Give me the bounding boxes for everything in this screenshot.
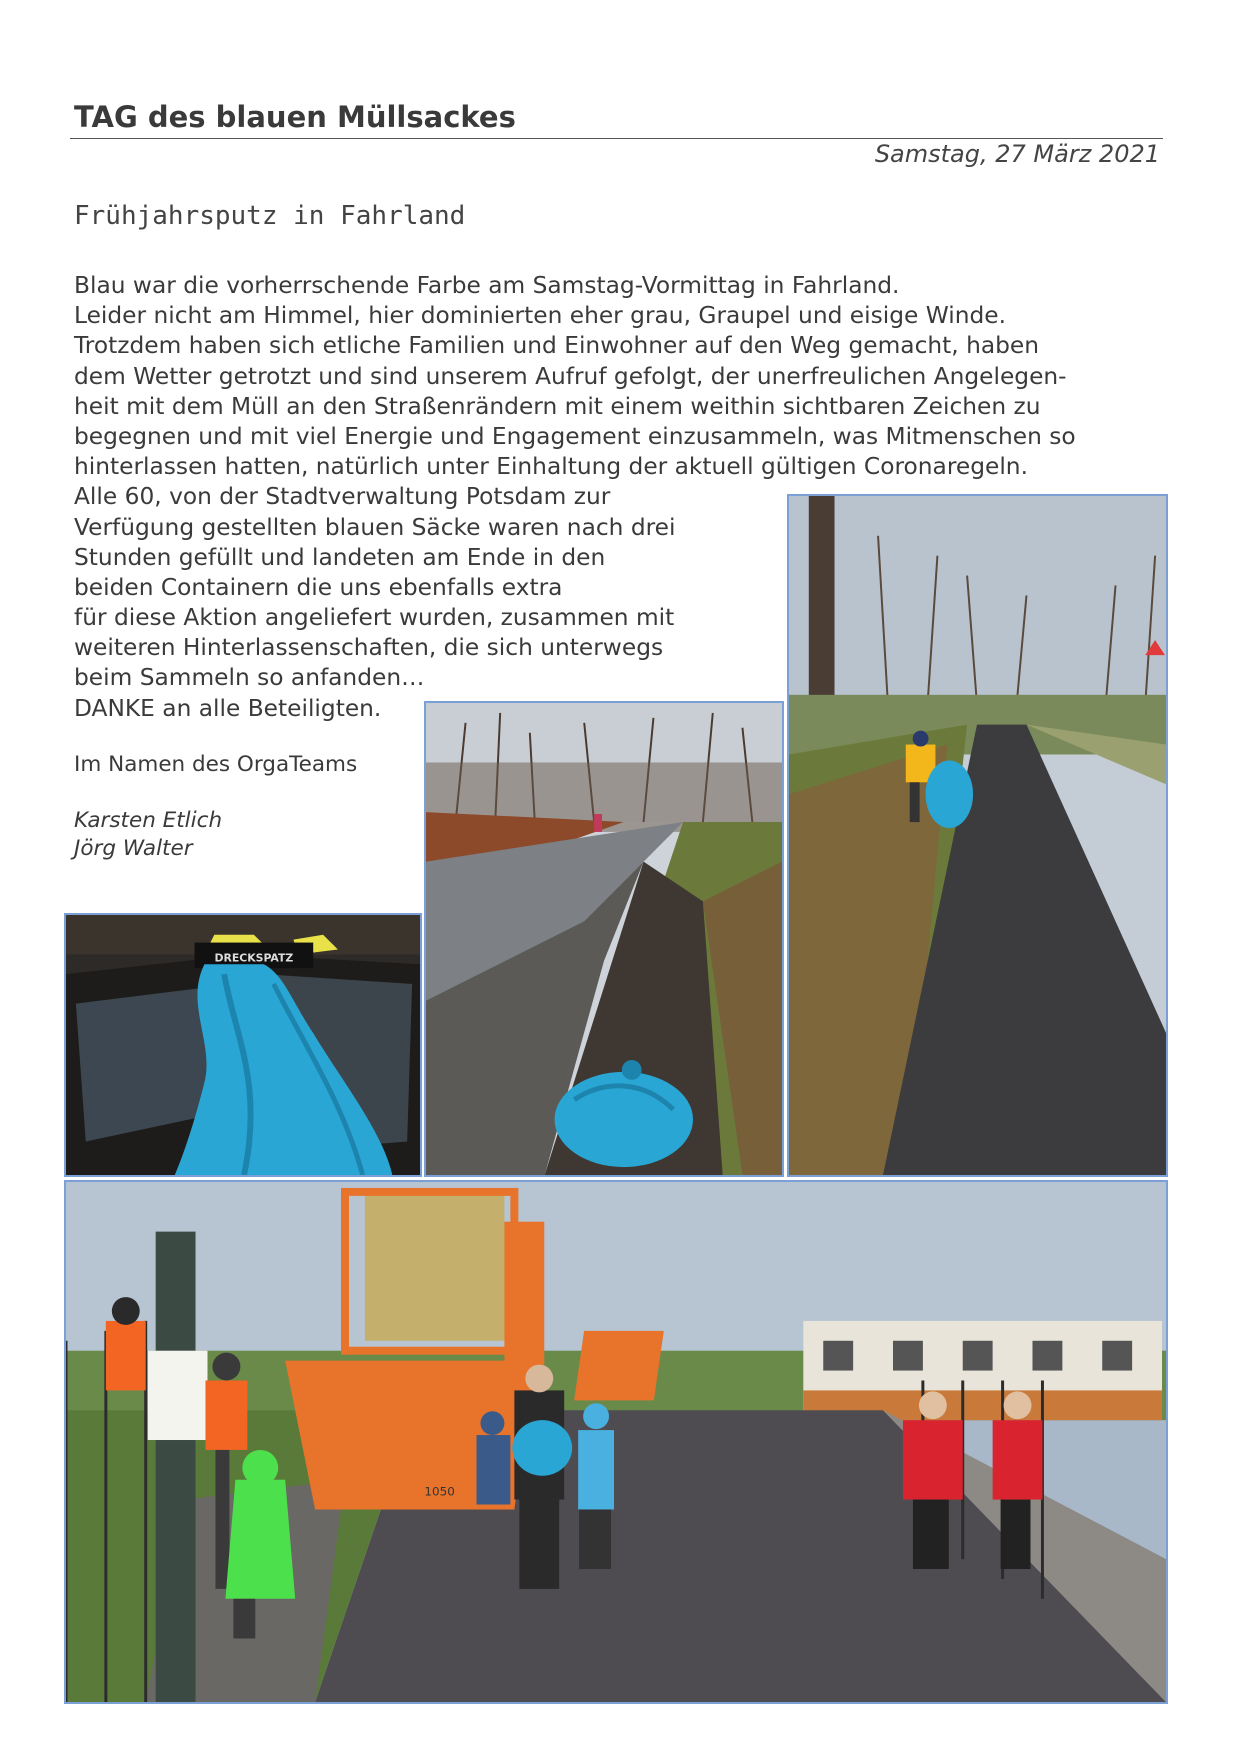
body-line: hinterlassen hatten, natürlich unter Einhaltung der aktuell gültigen Coronaregeln. <box>74 453 1028 481</box>
body-line: Stunden gefüllt und landeten am Ende in den <box>74 543 606 571</box>
header-rule <box>70 138 1163 139</box>
body-line: heit mit dem Müll an den Straßenrändern mit einem weithin sichtbaren Zeichen zu <box>74 392 1041 420</box>
body-line: Leider nicht am Himmel, hier dominierten eher grau, Graupel und eisige Winde. <box>74 302 1007 330</box>
container-number: 1050 <box>424 1484 455 1499</box>
photo-container-group <box>64 1180 1168 1704</box>
body-line: Verfügung gestellten blauen Säcke waren nach drei <box>74 513 676 541</box>
closing-line: Im Namen des OrgaTeams <box>74 752 358 777</box>
date: Samstag, 27 März 2021 <box>874 140 1160 168</box>
car-sign-text: DRECKSPATZ <box>214 951 294 965</box>
photo-road-bag <box>424 701 784 1177</box>
body-line: beiden Containern die uns ebenfalls extra <box>74 573 563 601</box>
signature-2: Jörg Walter <box>74 836 193 861</box>
body-line: Alle 60, von der Stadtverwaltung Potsdam zur <box>74 483 611 511</box>
body-line: begegnen und mit viel Energie und Engagement einzusammeln, was Mitmenschen so <box>74 422 1076 450</box>
body-line: beim Sammeln so anfanden… <box>74 664 425 692</box>
body-line: dem Wetter getrotzt und sind unserem Aufruf gefolgt, der unerfreulichen Angelegen- <box>74 362 1067 390</box>
header-title: TAG des blauen Müllsackes <box>74 100 516 134</box>
body-line: Trotzdem haben sich etliche Familien und Einwohner auf den Weg gemacht, haben <box>74 332 1040 360</box>
signature-1: Karsten Etlich <box>74 808 223 833</box>
body-line: für diese Aktion angeliefert wurden, zusammen mit <box>74 604 675 632</box>
body-line: Blau war die vorherrschende Farbe am Samstag-Vormittag in Fahrland. <box>74 272 900 299</box>
photo-car-bag <box>64 913 422 1177</box>
body-line: weiteren Hinterlassenschaften, die sich unterwegs <box>74 634 664 662</box>
article-subtitle: Frühjahrsputz in Fahrland <box>74 201 466 231</box>
body-line: DANKE an alle Beteiligten. <box>74 694 382 722</box>
photo-person-road <box>787 494 1168 1177</box>
